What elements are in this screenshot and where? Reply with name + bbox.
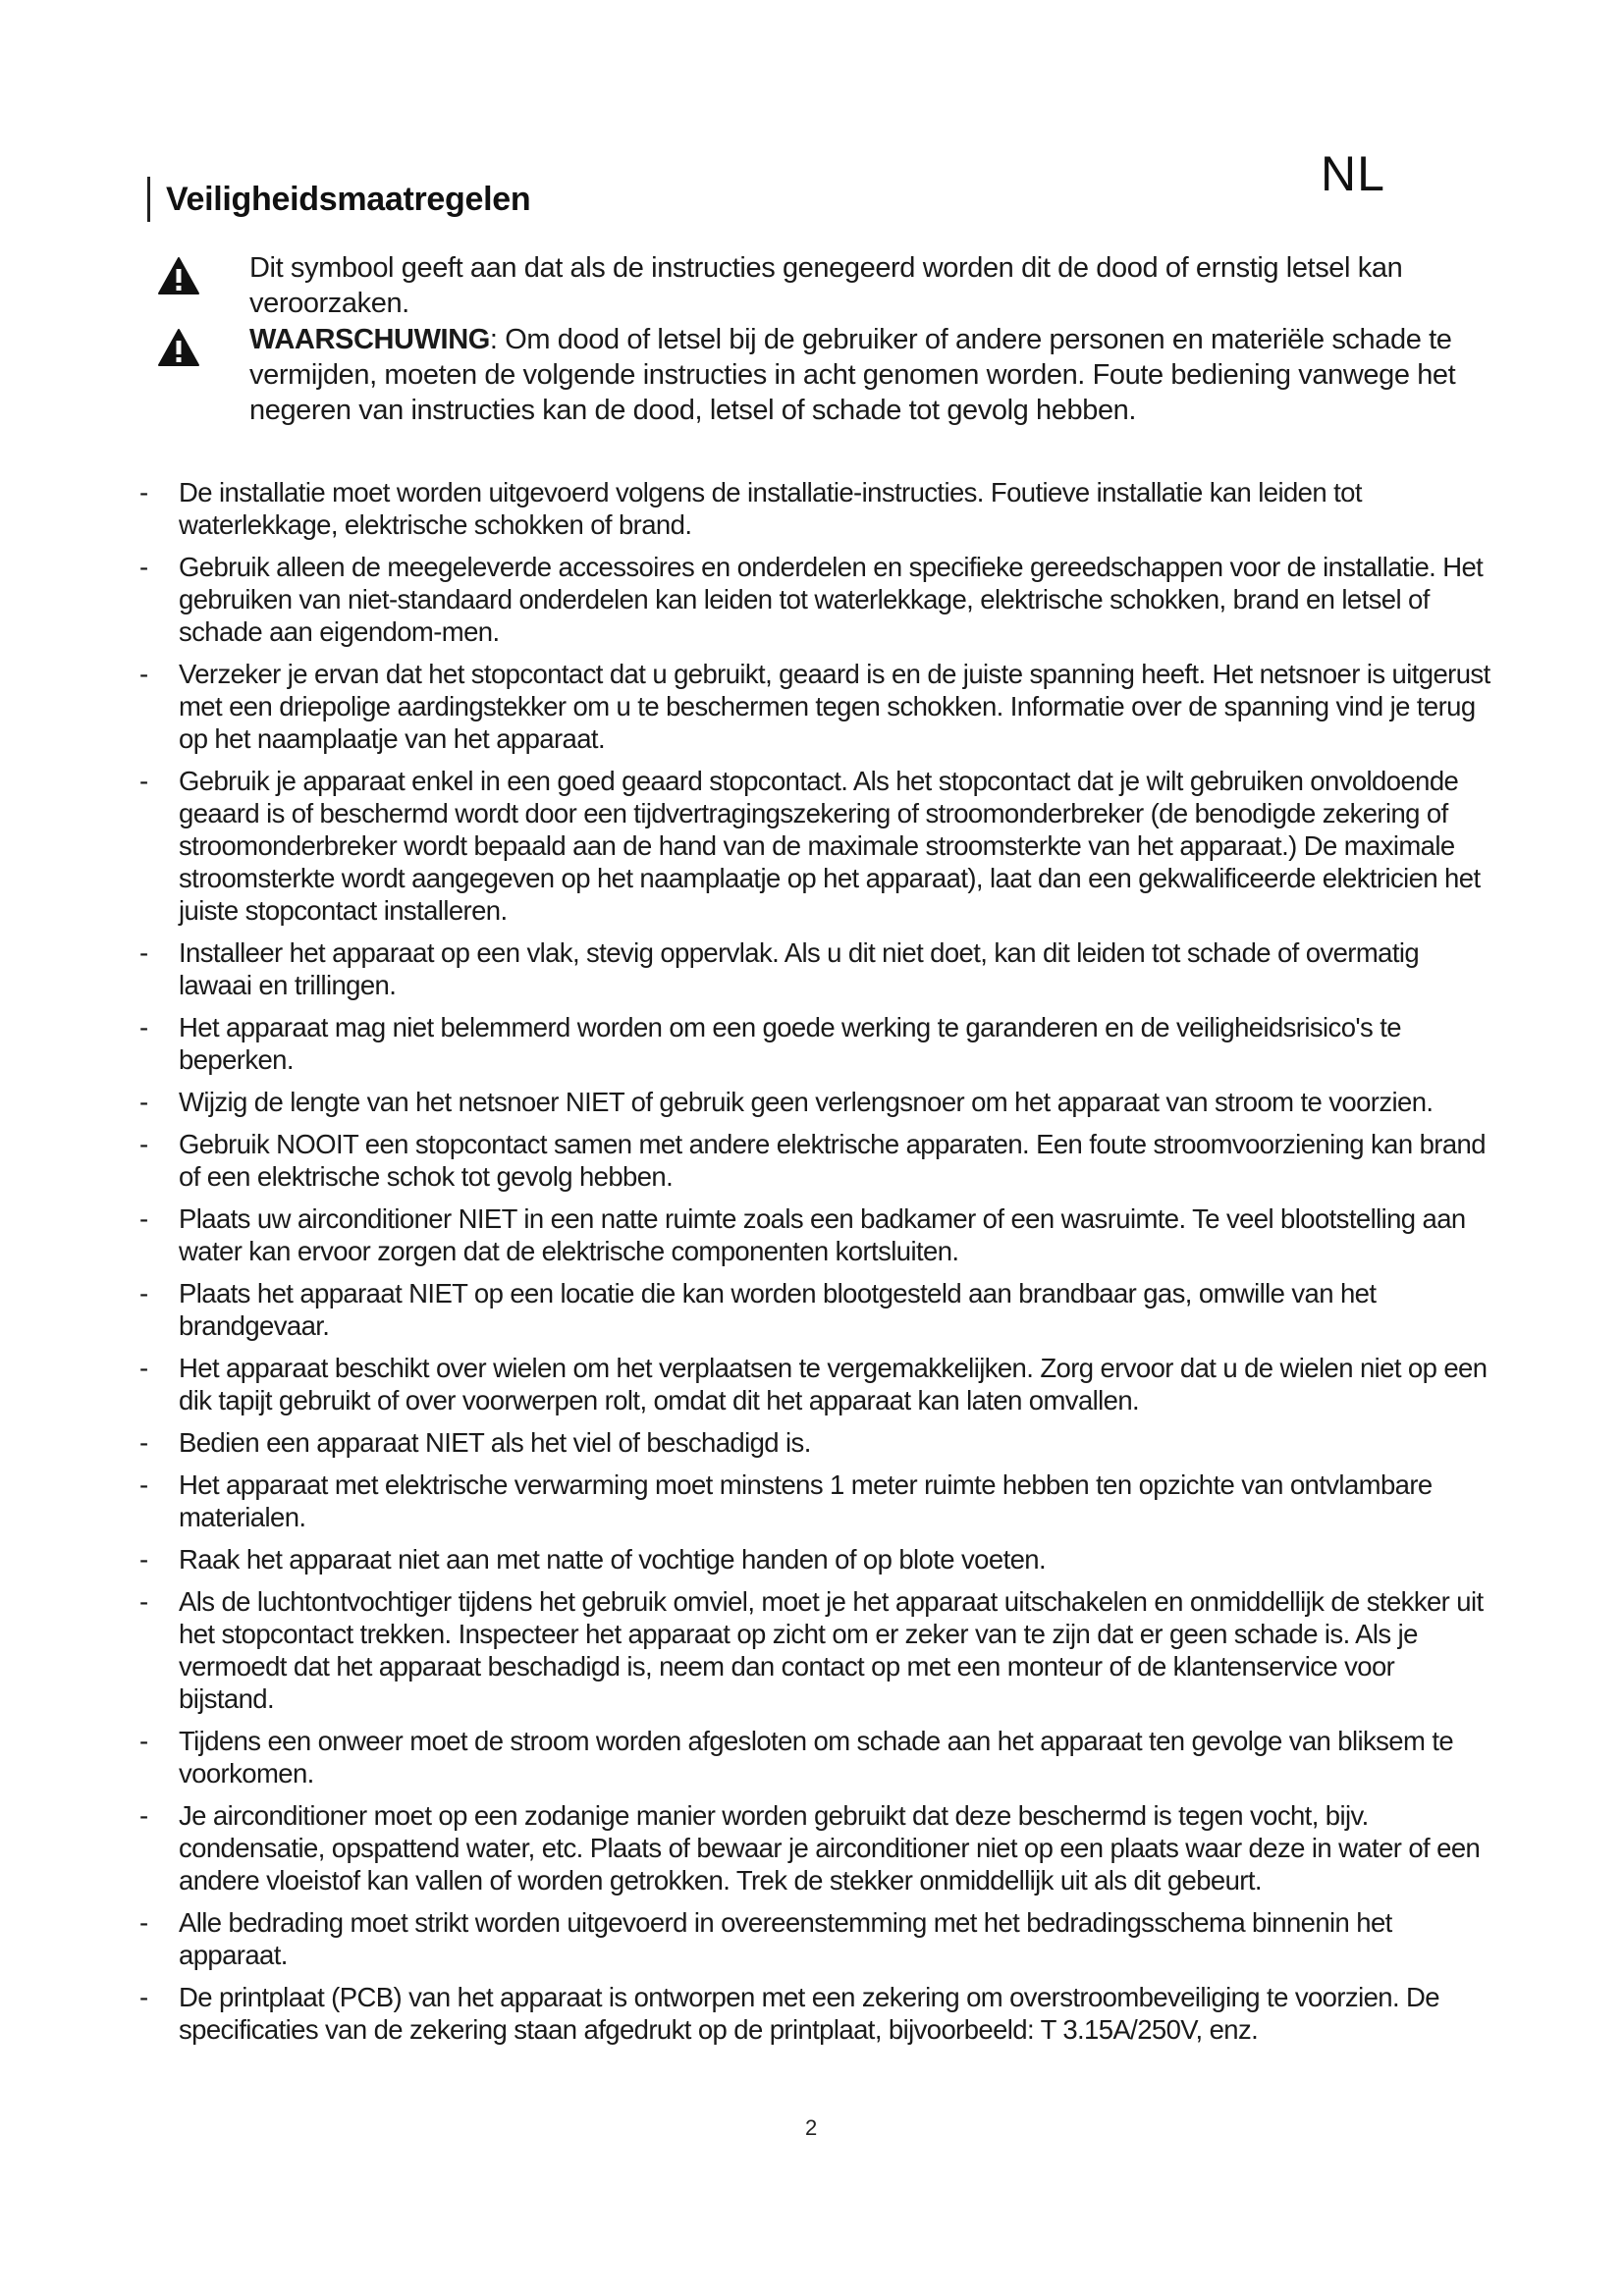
list-item: - Tijdens een onweer moet de stroom worden afgesloten om schade aan het apparaat ten gevolge van bliksem te voorkomen. bbox=[139, 1726, 1454, 1789]
list-item: - Verzeker je ervan dat het stopcontact dat u gebruikt, geaard is en de juiste spanning heeft. Het netsnoer is uitgerust met een driepolige aardingstekker om u te beschermen tegen schokken. Informatie over de spanning vind je terug op het naamplaatje van het apparaat. bbox=[139, 659, 1490, 754]
list-item: - Als de luchtontvochtiger tijdens het gebruik omviel, moet je het apparaat uitschakelen en onmiddellijk de stekker uit het stopcontact trekken. Inspecteer het apparaat op zicht om er zeker van te zijn dat er geen schade is. Als je vermoedt dat het apparaat beschadigd is, neem dan contact op met een monteur of de klantenservice voor bijstand. bbox=[139, 1586, 1484, 1714]
list-item: - Het apparaat met elektrische verwarming moet minstens 1 meter ruimte hebben ten opzichte van ontvlambare materialen. bbox=[139, 1469, 1433, 1532]
safety-rules-list bbox=[137, 476, 1512, 2056]
page-title: Veiligheidsmaatregelen bbox=[166, 180, 531, 218]
warning-triangle-icon bbox=[157, 256, 200, 295]
warning-body: : Om dood of letsel bij de gebruiker of andere personen en materiële schade te vermijden, moeten de volgende instructies in acht genomen worden. Foute bediening vanwege het negeren van instructies kan de dood, letsel of schade tot gevolg hebben. bbox=[249, 324, 1456, 426]
list-item: - Raak het apparaat niet aan met natte of vochtige handen of op blote voeten. bbox=[139, 1544, 1047, 1575]
list-item: - Je airconditioner moet op een zodanige manier worden gebruikt dat deze beschermd is tegen vocht, bijv. condensatie, opspattend water, etc. Plaats of bewaar je airconditioner niet op een plaats waar deze in water of een andere vloeistof kan vallen of worden getrokken. Trek de stekker onmiddellijk uit als dit gebeurt. bbox=[139, 1800, 1481, 1896]
language-code: NL bbox=[1321, 146, 1385, 201]
warning-triangle-icon bbox=[157, 328, 200, 367]
warning-label: WAARSCHUWING bbox=[249, 324, 490, 355]
warning-text bbox=[249, 322, 1512, 428]
symbol-note-text: Dit symbool geeft aan dat als de instructies genegeerd worden dit de dood of ernstig letsel kan veroorzaken. bbox=[249, 252, 1403, 319]
warning-block bbox=[157, 322, 1512, 428]
list-item: - Plaats uw airconditioner NIET in een natte ruimte zoals een badkamer of een wasruimte. Te veel blootstelling aan water kan ervoor zorgen dat de elektrische componenten kortsluiten. bbox=[139, 1203, 1466, 1266]
list-item: - Alle bedrading moet strikt worden uitgevoerd in overeenstemming met het bedradingsschema binnenin het apparaat. bbox=[139, 1907, 1392, 1970]
page-number: 2 bbox=[805, 2115, 818, 2140]
list-item: - Plaats het apparaat NIET op een locatie die kan worden blootgesteld aan brandbaar gas, omwille van het brandgevaar. bbox=[139, 1278, 1377, 1341]
list-item: - Gebruik je apparaat enkel in een goed geaard stopcontact. Als het stopcontact dat je wilt gebruiken onvoldoende geaard is of beschermd wordt door een tijdvertragingszekering of stroomonderbreker (de benodigde zekering of stroomonderbreker wordt bepaald aan de hand van de maximale stroomsterkte van het apparaat.) De maximale stroomsterkte wordt aangegeven op het naamplaatje op het apparaat), laat dan een gekwalificeerde elektricien het juiste stopcontact installeren. bbox=[139, 766, 1481, 926]
list-item: - Gebruik alleen de meegeleverde accessoires en onderdelen en specifieke gereedschappen voor de installatie. Het gebruiken van niet-standaard onderdelen kan leiden tot waterlekkage, elektrische schokken, brand en letsel of schade aan eigendom-men. bbox=[139, 552, 1484, 647]
list-item: - Installeer het apparaat op een vlak, stevig oppervlak. Als u dit niet doet, kan dit leiden tot schade of overmatig lawaai en trillingen. bbox=[139, 937, 1420, 1000]
list-item: - De installatie moet worden uitgevoerd volgens de installatie-instructies. Foutieve installatie kan leiden tot waterlekkage, elektrische schokken of brand. bbox=[139, 477, 1362, 540]
list-item: - De printplaat (PCB) van het apparaat is ontworpen met een zekering om overstroombeveiliging te voorzien. De specificaties van de zekering staan afgedrukt op de printplaat, bijvoorbeeld: T 3.15A/250V, enz. bbox=[139, 1982, 1439, 2045]
list-item: - Het apparaat beschikt over wielen om het verplaatsen te vergemakkelijken. Zorg ervoor dat u de wielen niet op een dik tapijt gebruikt of over voorwerpen rolt, omdat dit het apparaat kan laten omvallen. bbox=[139, 1353, 1488, 1415]
list-item: - Gebruik NOOIT een stopcontact samen met andere elektrische apparaten. Een foute stroomvoorziening kan brand of een elektrische schok tot gevolg hebben. bbox=[139, 1129, 1486, 1192]
list-item: - Het apparaat mag niet belemmerd worden om een goede werking te garanderen en de veiligheidsrisico's te beperken. bbox=[139, 1012, 1401, 1075]
symbol-note-block bbox=[157, 250, 1512, 321]
section-heading bbox=[147, 177, 530, 222]
list-item: - Bedien een apparaat NIET als het viel of beschadigd is. bbox=[139, 1427, 811, 1458]
list-item: - Wijzig de lengte van het netsnoer NIET of gebruik geen verlengsnoer om het apparaat van stroom te voorzien. bbox=[139, 1087, 1434, 1117]
heading-bar bbox=[147, 177, 150, 222]
